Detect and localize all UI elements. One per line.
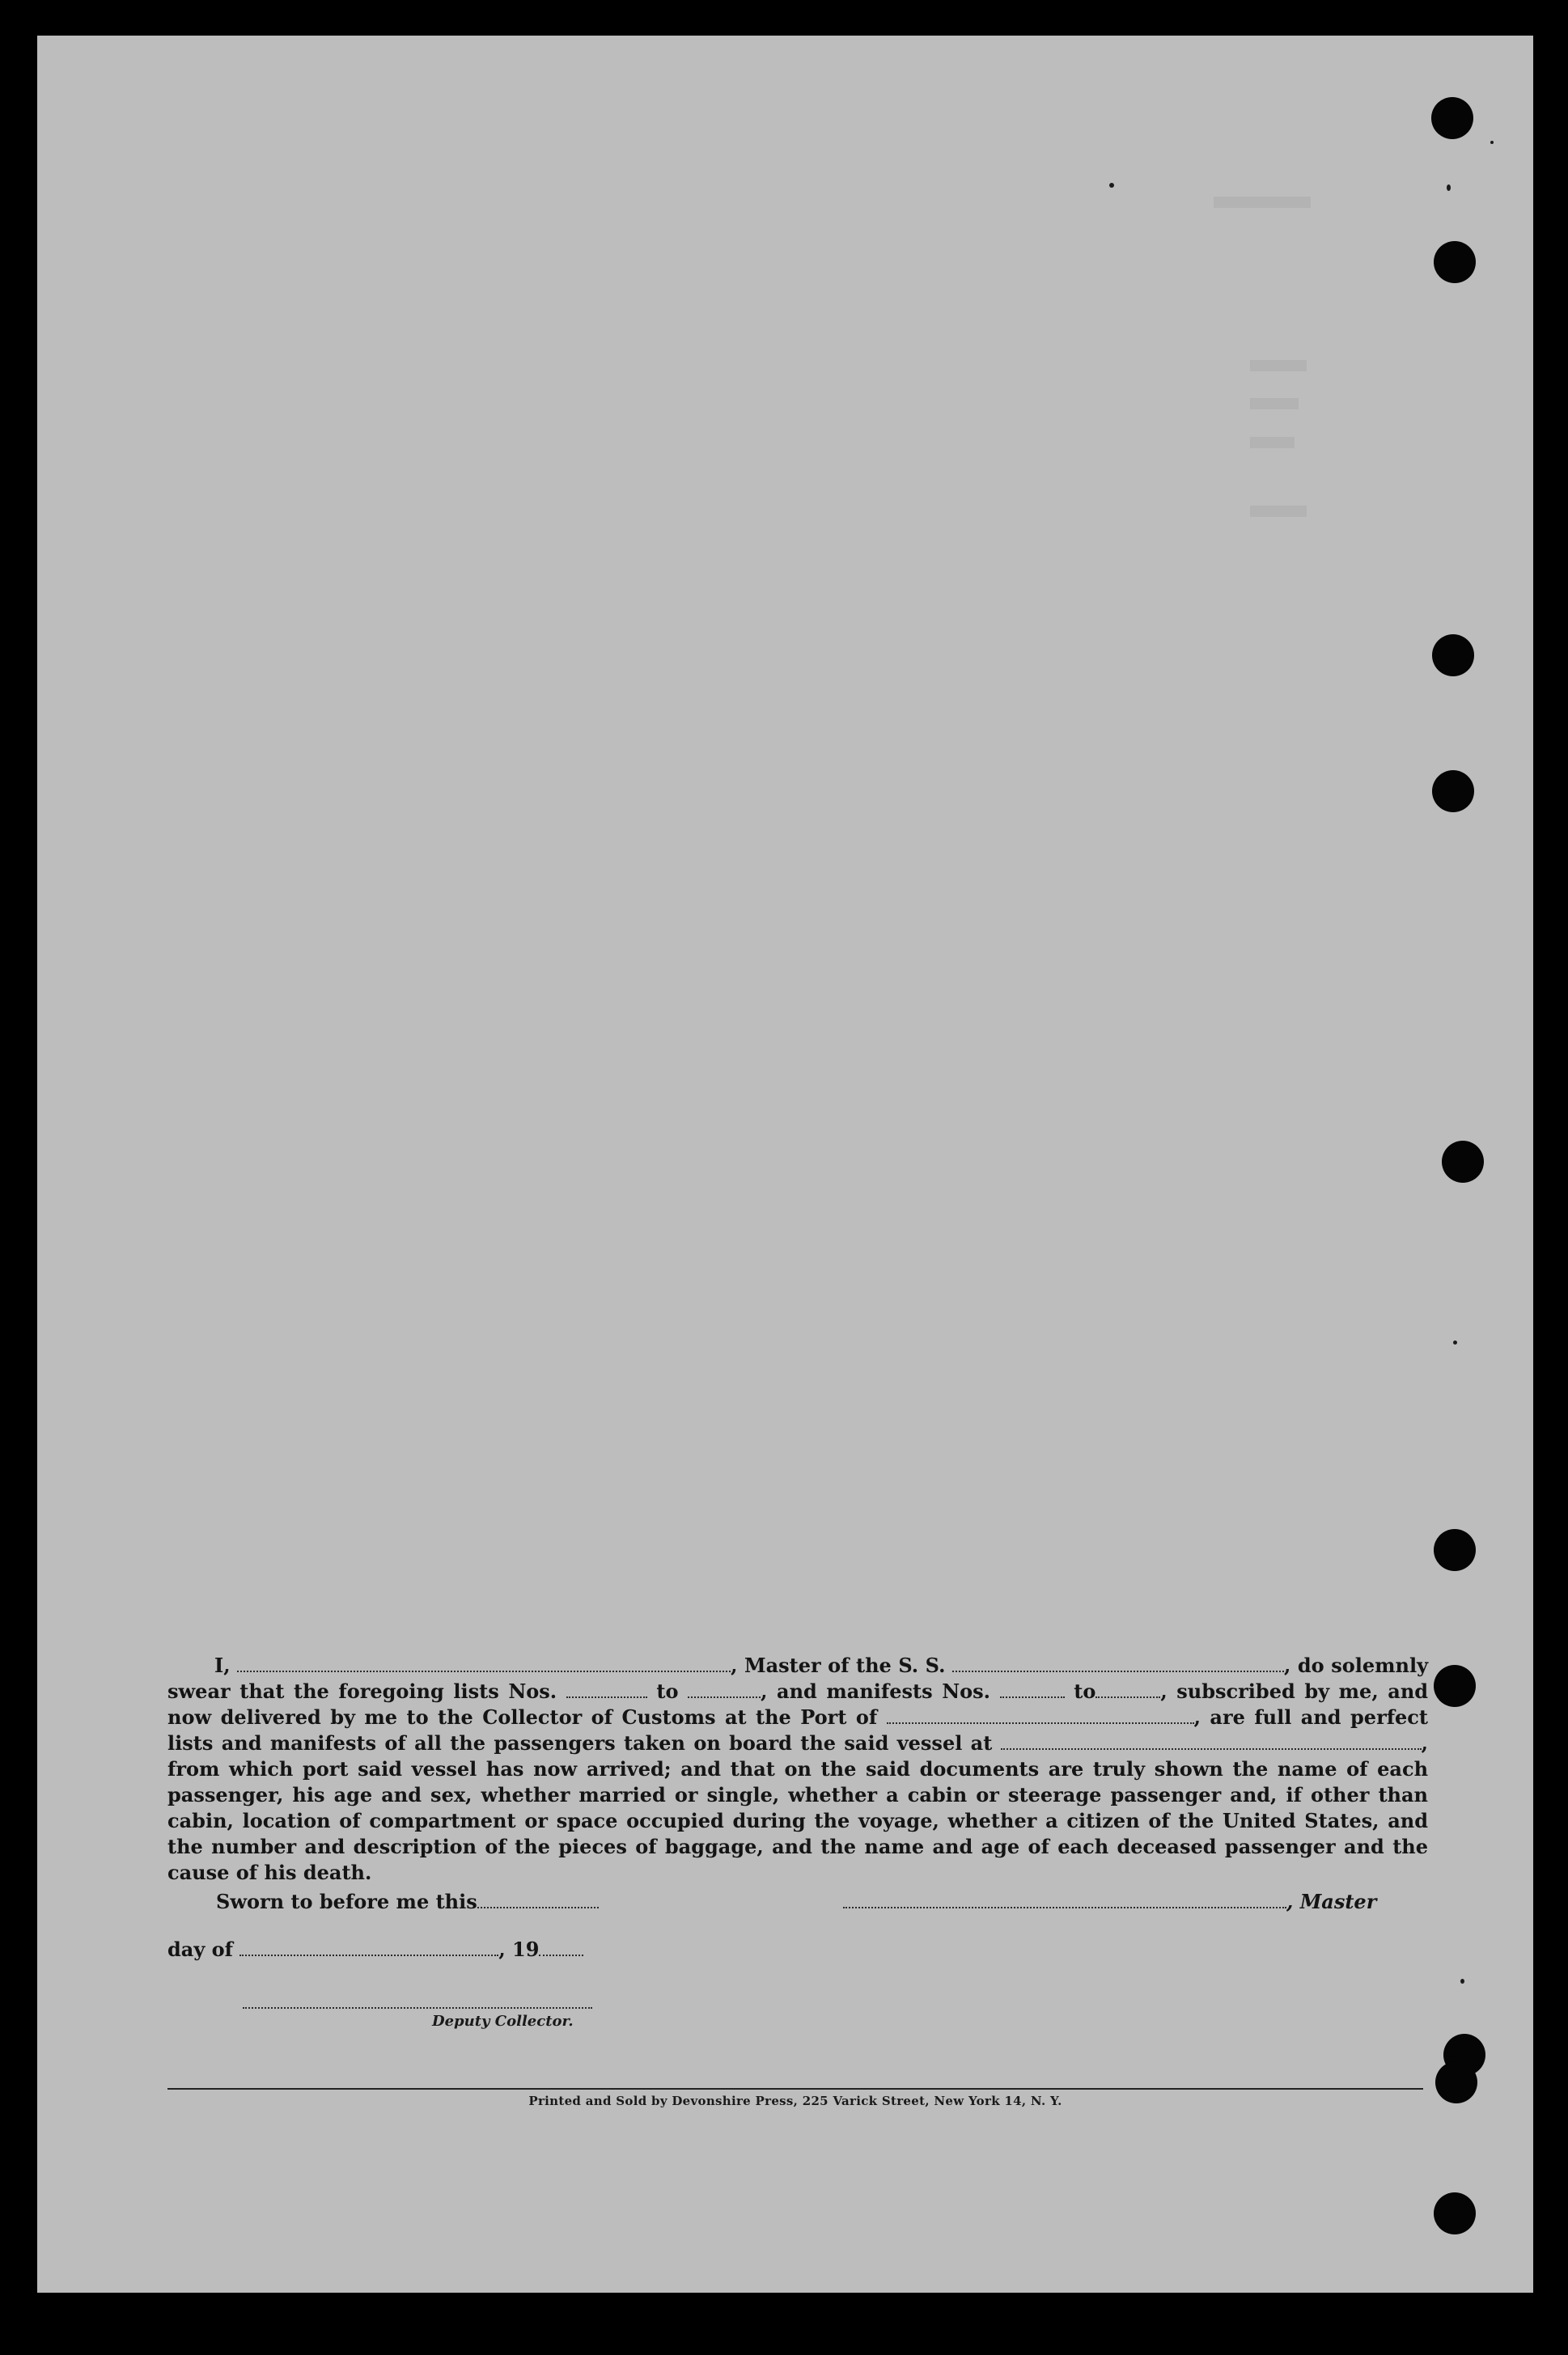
sworn-label: Sworn to before me this: [216, 1890, 477, 1913]
oath-paragraph: [167, 1653, 1428, 1886]
binder-hole: [1434, 1529, 1476, 1571]
binder-hole: [1431, 97, 1473, 139]
manifest-from-blank[interactable]: [1000, 1680, 1065, 1698]
printer-imprint: Printed and Sold by Devonshire Press, 225 Varick Street, New York 14, N. Y.: [528, 2094, 1062, 2108]
oath-to2: to: [1074, 1679, 1096, 1703]
day-of-line: [167, 1938, 583, 1961]
ghost-mark: [1250, 506, 1307, 517]
departure-port-blank[interactable]: [1001, 1732, 1422, 1750]
master-signature-blank[interactable]: [843, 1891, 1286, 1908]
oath-solemnly: , do solemnly: [1284, 1654, 1429, 1677]
oath-subscribed: , subscribed by me, and now: [167, 1679, 1429, 1729]
oath-to: to: [656, 1679, 679, 1703]
oath-from-which: , from which: [167, 1731, 1429, 1781]
speck: [1109, 183, 1114, 188]
deputy-signature-blank[interactable]: [243, 1991, 592, 2009]
ghost-mark: [1250, 437, 1295, 448]
port-blank[interactable]: [887, 1706, 1194, 1724]
ghost-mark: [1250, 360, 1307, 371]
master-signature-line: [843, 1890, 1376, 1913]
oath-master-of: , Master of the S. S.: [731, 1654, 946, 1677]
day-of-label: day of: [167, 1938, 233, 1961]
year-blank[interactable]: [539, 1938, 583, 1956]
sworn-date-blank[interactable]: [477, 1891, 599, 1908]
oath-swear: swear that the foregoing lists Nos.: [167, 1679, 557, 1703]
speck: [1447, 184, 1451, 191]
master-name-blank[interactable]: [237, 1654, 731, 1672]
binder-hole: [1432, 634, 1474, 676]
list-to-blank[interactable]: [688, 1680, 761, 1698]
month-blank[interactable]: [239, 1938, 498, 1956]
oath-body: port said vessel has now arrived; and that on the said documents are truly shown the name of each passenger, his age and sex, whether married or single, whether a cabin or steerage passenger and, if other than cabin, location of compartment or space occupied during the voyage, whether a citizen of the United States, and the number and description of the pieces of baggage, and the name and age of each deceased passenger and the cause of his death.: [167, 1757, 1429, 1884]
binder-hole: [1434, 1665, 1476, 1707]
deputy-collector-label: Deputy Collector.: [432, 2013, 574, 2030]
speck: [1490, 141, 1494, 144]
oath-i: I,: [214, 1654, 231, 1677]
vessel-name-blank[interactable]: [952, 1654, 1284, 1672]
manifest-to-blank[interactable]: [1095, 1680, 1160, 1698]
oath-manifests: , and manifests Nos.: [761, 1679, 991, 1703]
binder-hole: [1432, 770, 1474, 812]
deputy-signature-line: [243, 1990, 592, 2014]
binder-hole: [1442, 1141, 1484, 1183]
footer-rule: [167, 2088, 1423, 2090]
oath-are-full: , are full and perfect lists and: [167, 1705, 1429, 1755]
speck: [1453, 1341, 1457, 1345]
binder-hole: [1434, 2192, 1476, 2234]
speck: [1460, 1979, 1464, 1984]
list-from-blank[interactable]: [566, 1680, 647, 1698]
ghost-mark: [1250, 398, 1299, 409]
binder-hole: [1434, 241, 1476, 283]
master-label: , Master: [1286, 1890, 1377, 1913]
sworn-line: [216, 1890, 599, 1913]
year-prefix: , 19: [498, 1938, 540, 1961]
binder-hole: [1435, 2061, 1477, 2103]
ghost-mark: [1214, 197, 1311, 208]
oath-manifests-all: manifests of all the passengers taken on board the said vessel at: [269, 1731, 993, 1755]
oath-delivered: delivered by me to the Collector of Customs at the Port of: [220, 1705, 878, 1729]
